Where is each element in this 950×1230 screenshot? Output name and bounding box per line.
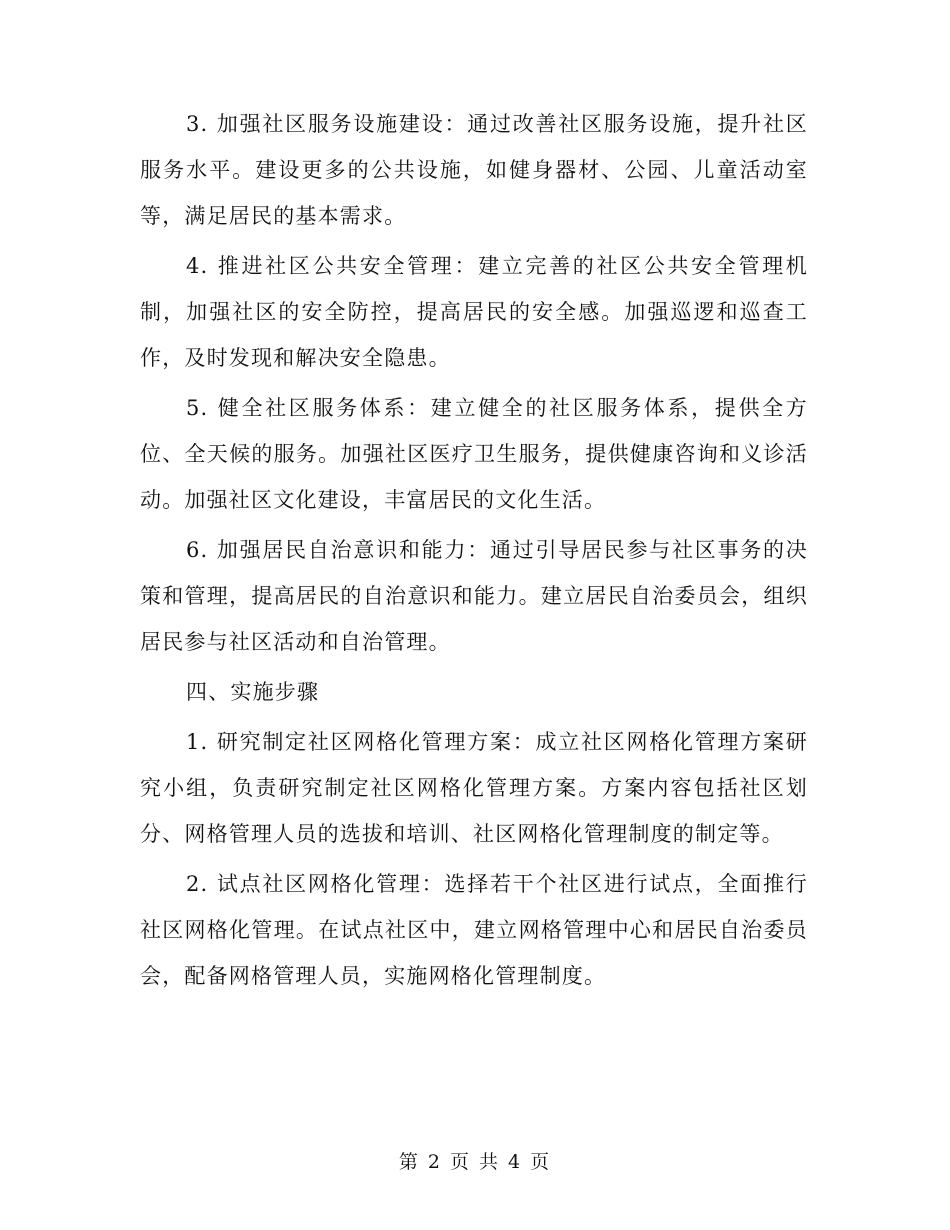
paragraph-item-5: 5. 健全社区服务体系：建立健全的社区服务体系，提供全方位、全天候的服务。加强社区医疗卫生服务，提供健康咨询和义诊活动。加强社区文化建设，丰富居民的文化生活。 (140, 396, 808, 512)
section-heading: 四、实施步骤 (186, 680, 320, 704)
step-item-2: 2. 试点社区网格化管理：选择若干个社区进行试点，全面推行社区网格化管理。在试点社区中，建立网格管理中心和居民自治委员会，配备网格管理人员，实施网格化管理制度。 (140, 872, 808, 988)
step-item-1: 1. 研究制定社区网格化管理方案：成立社区网格化管理方案研究小组，负责研究制定社区网格化管理方案。方案内容包括社区划分、网格管理人员的选拔和培训、社区网格化管理制度的制定等。 (140, 730, 808, 846)
paragraph-item-6: 6. 加强居民自治意识和能力：通过引导居民参与社区事务的决策和管理，提高居民的自治意识和能力。建立居民自治委员会，组织居民参与社区活动和自治管理。 (140, 538, 808, 654)
page-number-footer: 第 2 页 共 4 页 (398, 1151, 552, 1173)
paragraph-item-4: 4. 推进社区公共安全管理：建立完善的社区公共安全管理机制，加强社区的安全防控，提高居民的安全感。加强巡逻和巡查工作，及时发现和解决安全隐患。 (140, 254, 808, 370)
document-body (140, 101, 808, 1003)
paragraph-item-3: 3. 加强社区服务设施建设：通过改善社区服务设施，提升社区服务水平。建设更多的公共设施，如健身器材、公园、儿童活动室等，满足居民的基本需求。 (140, 112, 808, 228)
